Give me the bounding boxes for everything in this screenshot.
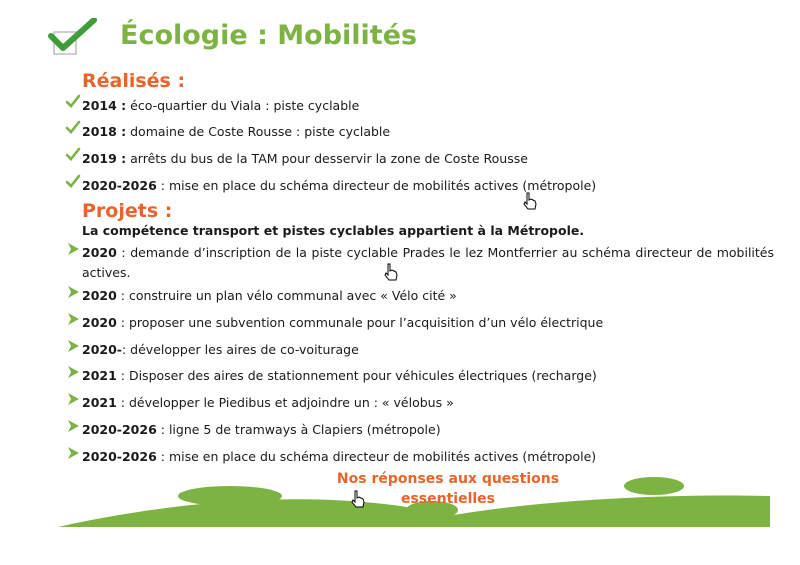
item-text: arrêts du bus de la TAM pour desservir la zone de Coste Rousse bbox=[130, 151, 528, 166]
arrow-bullet-icon bbox=[65, 445, 81, 461]
item-year: 2020-2026 bbox=[82, 422, 157, 437]
projet-item bbox=[82, 393, 454, 413]
arrow-bullet-icon bbox=[65, 241, 81, 257]
arrow-bullet-icon bbox=[65, 391, 81, 407]
item-year: 2020-2026 bbox=[82, 178, 157, 193]
arrow-bullet-icon bbox=[65, 284, 81, 300]
item-year: 2020 bbox=[82, 288, 117, 303]
arrow-bullet-icon bbox=[65, 418, 81, 434]
answers-link-line2[interactable]: essentielles bbox=[400, 491, 496, 507]
realises-heading: Réalisés : bbox=[82, 70, 186, 92]
check-icon bbox=[65, 120, 81, 136]
answers-link-line1[interactable]: Nos réponses aux questions bbox=[336, 471, 560, 487]
projet-item bbox=[82, 313, 603, 333]
checkbox-check-icon bbox=[48, 18, 98, 58]
projets-note: La compétence transport et pistes cyclables appartient à la Métropole. bbox=[82, 223, 585, 238]
item-text: : ligne 5 de tramways à Clapiers (métropole) bbox=[156, 422, 441, 437]
projets-heading: Projets : bbox=[82, 200, 173, 222]
item-text: : proposer une subvention communale pour l’acquisition d’un vélo électrique bbox=[116, 315, 604, 330]
item-year: 2018 : bbox=[82, 124, 127, 139]
projet-item bbox=[82, 243, 774, 283]
item-year: 2020-2026 bbox=[82, 449, 157, 464]
item-year: 2019 : bbox=[82, 151, 127, 166]
projet-item bbox=[82, 286, 457, 306]
item-text: : mise en place du schéma directeur de mobilités actives (métropole) bbox=[156, 449, 597, 464]
check-icon bbox=[65, 174, 81, 190]
item-year: 2020- bbox=[82, 342, 122, 357]
projet-item bbox=[82, 366, 597, 386]
arrow-bullet-icon bbox=[65, 311, 81, 327]
hand-cursor-icon bbox=[350, 490, 366, 510]
arrow-bullet-icon bbox=[65, 364, 81, 380]
hand-cursor-icon bbox=[522, 192, 538, 212]
item-year: 2021 bbox=[82, 368, 117, 383]
item-text: : demande d’inscription de la piste cyclable Prades le lez Montferrier au schéma directeur de mobilités actives. bbox=[82, 245, 774, 280]
realise-item bbox=[82, 149, 528, 169]
item-text: : développer les aires de co-voiturage bbox=[121, 342, 359, 357]
item-year: 2020 bbox=[82, 245, 117, 260]
item-text: : développer le Piedibus et adjoindre un : « vélobus » bbox=[116, 395, 454, 410]
item-text: : Disposer des aires de stationnement pour véhicules électriques (recharge) bbox=[116, 368, 597, 383]
item-text: domaine de Coste Rousse : piste cyclable bbox=[130, 124, 391, 139]
realise-item bbox=[82, 176, 596, 196]
item-text: : construire un plan vélo communal avec « Vélo cité » bbox=[116, 288, 457, 303]
check-icon bbox=[65, 94, 81, 110]
realise-item bbox=[82, 122, 390, 142]
item-text: éco-quartier du Viala : piste cyclable bbox=[130, 98, 360, 113]
check-icon bbox=[65, 147, 81, 163]
page-title: Écologie : Mobilités bbox=[120, 20, 418, 51]
item-year: 2020 bbox=[82, 315, 117, 330]
hand-cursor-icon bbox=[383, 263, 399, 283]
projet-item bbox=[82, 420, 441, 440]
arrow-bullet-icon bbox=[65, 338, 81, 354]
projet-item bbox=[82, 340, 359, 360]
item-year: 2021 bbox=[82, 395, 117, 410]
item-text: : mise en place du schéma directeur de mobilités actives (métropole) bbox=[156, 178, 597, 193]
realise-item bbox=[82, 96, 359, 116]
projet-item bbox=[82, 447, 596, 467]
item-year: 2014 : bbox=[82, 98, 127, 113]
